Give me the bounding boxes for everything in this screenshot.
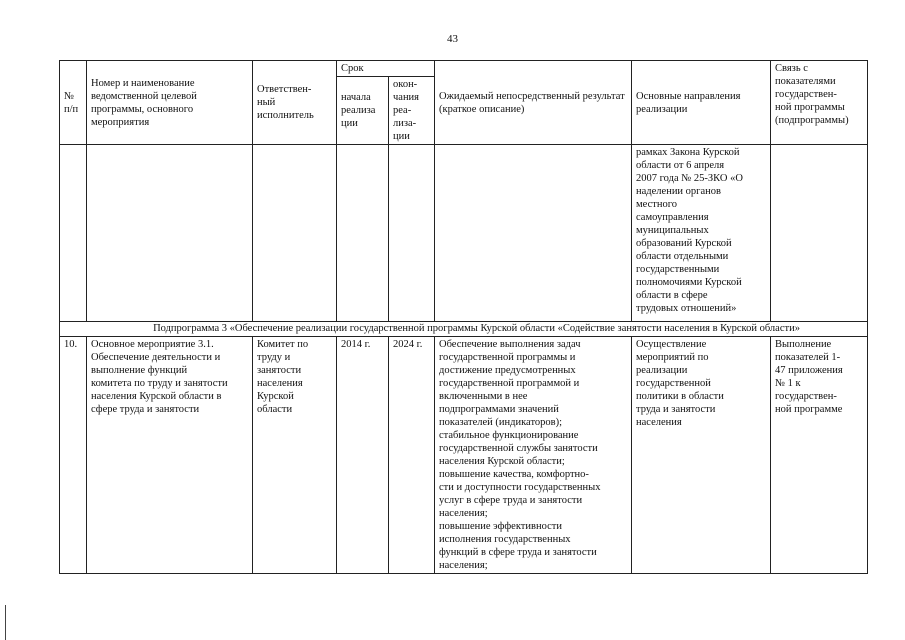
header-term: Срок [337, 61, 435, 77]
cell-empty [389, 145, 435, 322]
header-name: Номер и наименование ведомственной целевой программы, основного мероприятия [87, 61, 253, 145]
cell-term-end: 2024 г. [389, 337, 435, 574]
subprogram-row [60, 322, 868, 337]
page-number: 43 [447, 33, 458, 45]
cell-empty [337, 145, 389, 322]
cell-empty [60, 145, 87, 322]
cell-empty [87, 145, 253, 322]
program-table [59, 60, 868, 574]
cell-empty [253, 145, 337, 322]
header-result: Ожидаемый непосредственный результат (краткое описание) [435, 61, 632, 145]
header-number: № п/п [60, 61, 87, 145]
table-row-continuation [60, 145, 868, 322]
header-link: Связь с показателями государствен- ной программы (подпрограммы) [771, 61, 868, 145]
table-row [60, 337, 868, 574]
cell-directions: Осуществление мероприятий по реализации государственной политики в области труда и занятости населения [632, 337, 771, 574]
subprogram-title: Подпрограмма 3 «Обеспечение реализации государственной программы Курской области «Содействие занятости населения в Курской области» [60, 322, 868, 337]
cell-empty [435, 145, 632, 322]
cell-directions-continued: рамках Закона Курской области от 6 апреля 2007 года № 25-ЗКО «О наделении органов местного самоуправления муниципальных образований Курской области отдельными государственными полномочиями Курской области в сфере трудовых отношений» [632, 145, 771, 322]
header-responsible: Ответствен- ный исполнитель [253, 61, 337, 145]
header-term-end: окон- чания реа- лиза- ции [389, 77, 435, 145]
cell-term-start: 2014 г. [337, 337, 389, 574]
cell-name: Основное мероприятие 3.1. Обеспечение деятельности и выполнение функций комитета по труду и занятости населения Курской области в сфере труда и занятости [87, 337, 253, 574]
cell-number: 10. [60, 337, 87, 574]
header-term-start: начала реализа ции [337, 77, 389, 145]
cell-result: Обеспечение выполнения задач государственной программы и достижение предусмотренных государственной программой и включенными в нее подпрограммами значений показателей (индикаторов); стабильное функционирование государственной службы занятости населения Курской области; повышение качества, комфортно- сти и доступности государственных услуг в сфере труда и занятости населения; повышение эффективности исполнения государственных функций в сфере труда и занятости населения; [435, 337, 632, 574]
cell-responsible: Комитет по труду и занятости населения Курской области [253, 337, 337, 574]
cell-empty [771, 145, 868, 322]
cell-link: Выполнение показателей 1- 47 приложения № 1 к государствен- ной программе [771, 337, 868, 574]
header-row-1 [60, 61, 868, 77]
margin-mark [5, 605, 6, 640]
header-directions: Основные направления реализации [632, 61, 771, 145]
